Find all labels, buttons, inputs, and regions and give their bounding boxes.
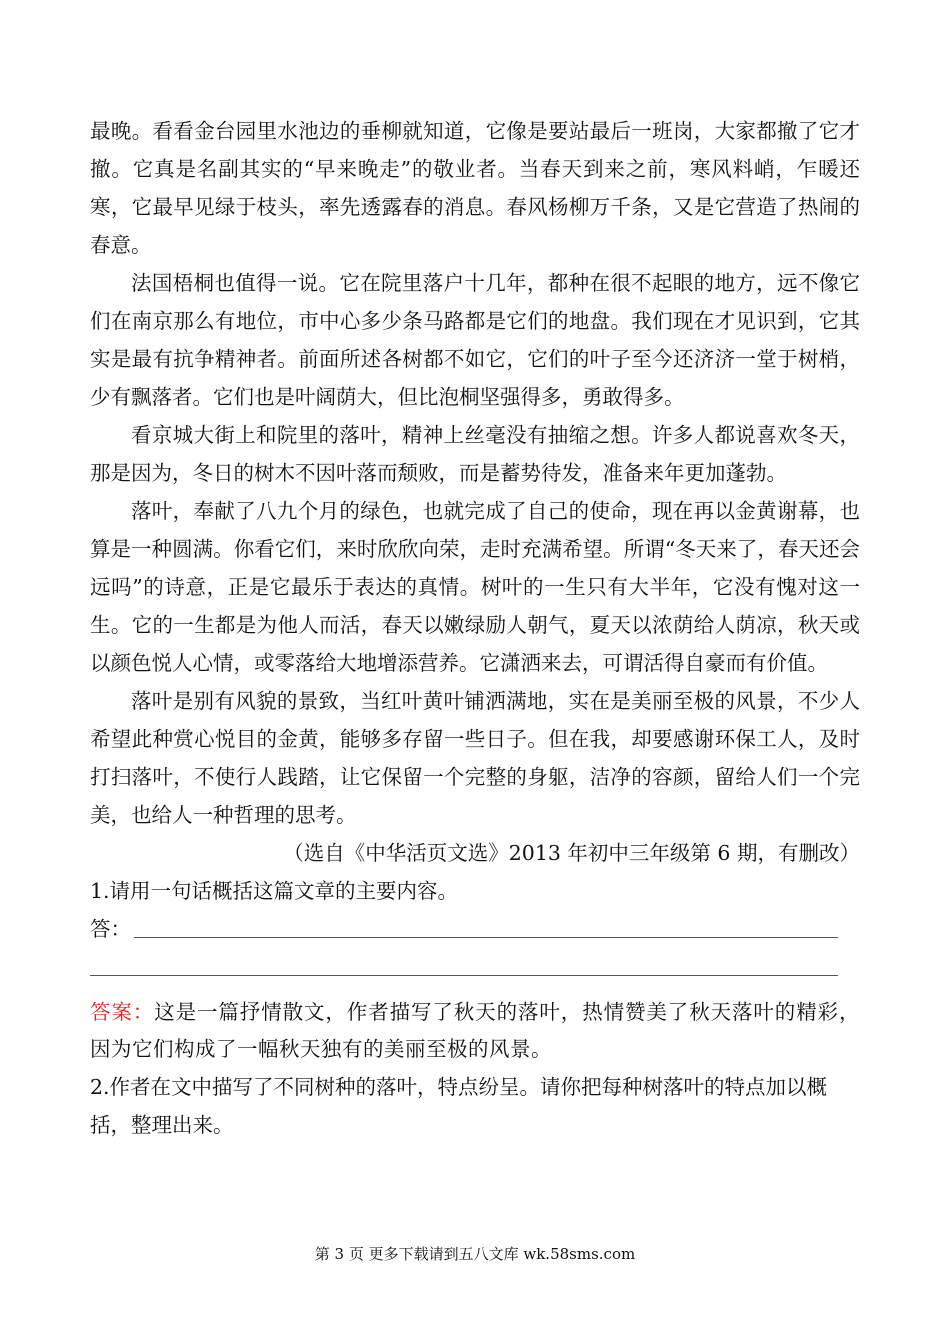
article-paragraph-1: 最晚。看看金台园里水池边的垂柳就知道，它像是要站最后一班岗，大家都撤了它才撤。它真是名副其实的“早来晚走”的敬业者。当春天到来之前，寒风料峭，乍暖还寒，它最早见绿于枝头，率先透露春的消息。春风杨柳万千条，又是它营造了热闹的春意。 <box>90 119 860 257</box>
answer-text: 这是一篇抒情散文，作者描写了秋天的落叶，热情赞美了秋天落叶的精彩，因为它们构成了一幅秋天独有的美丽至极的风景。 <box>90 1000 861 1061</box>
question-2: 2.作者在文中描写了不同树种的落叶，特点纷呈。请你把每种树落叶的特点加以概括，整理出来。 <box>90 1075 828 1137</box>
question-1: 1.请用一句话概括这篇文章的主要内容。 <box>90 879 459 903</box>
article-source: （选自《中华活页文选》2013 年初中三年级第 6 期，有删改） <box>283 841 860 865</box>
answer-line-2[interactable] <box>90 975 838 976</box>
document-page <box>90 112 860 1144</box>
article-paragraph-5: 落叶是别有风貌的景致，当红叶黄叶铺洒满地，实在是美丽至极的风景，不少人希望此种赏心悦目的金黄，能够多存留一些日子。但在我，却要感谢环保工人，及时打扫落叶，不使行人践踏，让它保留一个完整的身躯，洁净的容颜，留给人们一个完美，也给人一种哲理的思考。 <box>90 689 860 827</box>
article-paragraph-3: 看京城大街上和院里的落叶，精神上丝毫没有抽缩之想。许多人都说喜欢冬天，那是因为，冬日的树木不因叶落而颓败，而是蓄势待发，准备来年更加蓬勃。 <box>90 423 860 485</box>
article-paragraph-4: 落叶，奉献了八九个月的绿色，也就完成了自己的使命，现在再以金黄谢幕，也算是一种圆满。你看它们，来时欣欣向荣，走时充满希望。所谓“冬天来了，春天还会远吗”的诗意，正是它最乐于表达的真情。树叶的一生只有大半年，它没有愧对这一生。它的一生都是为他人而活，春天以嫩绿励人朝气，夏天以浓荫给人荫凉，秋天或以颜色悦人心情，或零落给大地增添营养。它潇洒来去，可谓活得自豪而有价值。 <box>90 499 860 675</box>
answer-block <box>90 994 860 1068</box>
article-paragraph-2: 法国梧桐也值得一说。它在院里落户十几年，都种在很不起眼的地方，远不像它们在南京那么有地位，市中心多少条马路都是它们的地盘。我们现在才见识到，它其实是最有抗争精神者。前面所述各树都不如它，它们的叶子至今还济济一堂于树梢，少有飘落者。它们也是叶阔荫大，但比泡桐坚强得多，勇敢得多。 <box>90 271 860 409</box>
answer-blank-row-2[interactable] <box>90 948 860 986</box>
answer-tag: 答案： <box>90 1000 155 1024</box>
answer-label: 答： <box>90 917 131 941</box>
answer-line-1[interactable] <box>134 937 838 938</box>
answer-blank-row[interactable] <box>90 910 860 948</box>
page-footer: 第 3 页 更多下载请到五八文库 wk.58sms.com <box>314 1245 636 1263</box>
